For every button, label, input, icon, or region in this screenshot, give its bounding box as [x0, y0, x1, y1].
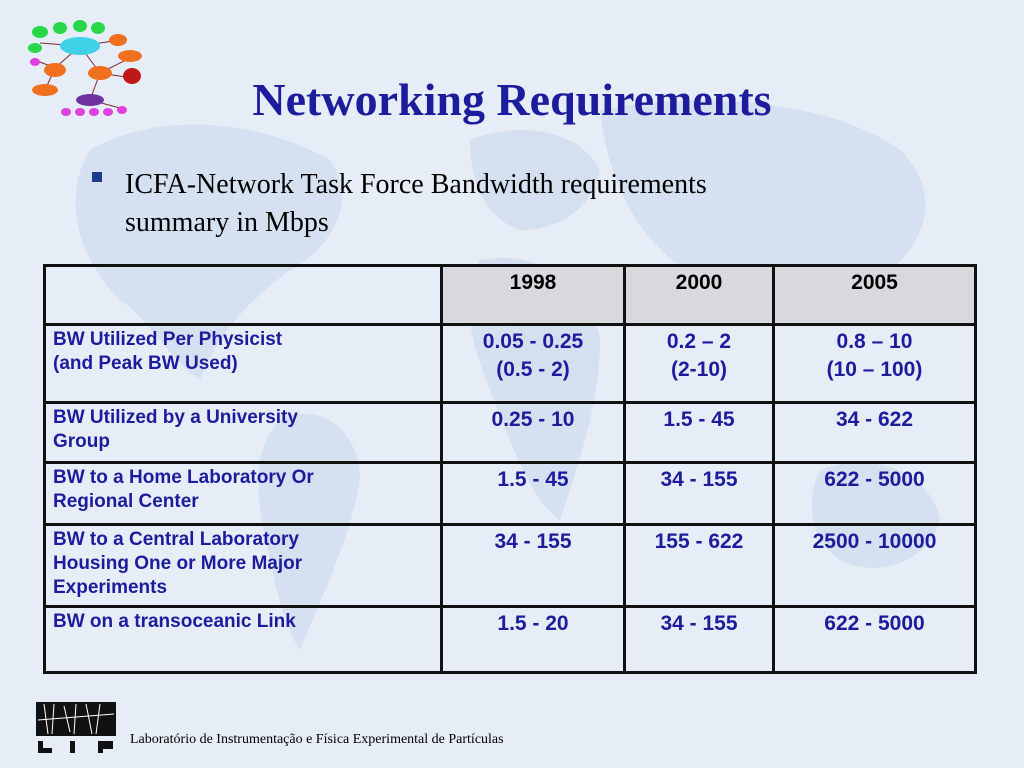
row-label-line: Group — [53, 431, 110, 452]
table-cell: 622 - 5000 — [774, 607, 976, 673]
table-cell: 0.25 - 10 — [442, 403, 625, 463]
row-label — [45, 403, 442, 463]
row-label-line: Experiments — [53, 577, 168, 598]
row-label-line: BW Utilized Per Physicist — [53, 329, 283, 350]
table-cell: 155 - 622 — [625, 525, 774, 607]
table-cell: 1.5 - 45 — [442, 463, 625, 525]
table-cell — [442, 325, 625, 403]
row-label-line: BW Utilized by a University — [53, 407, 298, 428]
cell-line: 0.05 - 0.25 — [482, 330, 584, 353]
square-bullet-icon — [92, 172, 102, 182]
table-header-row — [45, 266, 976, 325]
row-label-line: BW to a Home Laboratory Or — [53, 467, 314, 488]
row-label — [45, 525, 442, 607]
table-cell: 622 - 5000 — [774, 463, 976, 525]
table-cell — [774, 325, 976, 403]
bandwidth-requirements-table — [43, 264, 977, 674]
table-cell: 34 - 155 — [625, 607, 774, 673]
cell-line: (2-10) — [670, 358, 728, 381]
table-row — [45, 463, 976, 525]
table-row — [45, 525, 976, 607]
bullet-text — [125, 166, 865, 242]
table-cell: 34 - 155 — [442, 525, 625, 607]
table-cell: 34 - 155 — [625, 463, 774, 525]
cell-line: 0.8 – 10 — [836, 330, 913, 353]
footer-institution-text: Laboratório de Instrumentação e Física Experimental de Partículas — [130, 732, 504, 747]
cell-line: (0.5 - 2) — [496, 358, 570, 381]
table-cell: 2500 - 10000 — [774, 525, 976, 607]
table-header-corner — [45, 266, 442, 325]
lip-logo — [34, 700, 118, 755]
table-row — [45, 403, 976, 463]
row-label — [45, 607, 442, 673]
table-cell — [625, 325, 774, 403]
table-header-1998: 1998 — [442, 266, 625, 325]
table-cell: 1.5 - 20 — [442, 607, 625, 673]
table-header-2000: 2000 — [625, 266, 774, 325]
row-label-line: Regional Center — [53, 491, 199, 512]
bullet-line-1: ICFA-Network Task Force Bandwidth requirements — [125, 169, 707, 200]
row-label — [45, 463, 442, 525]
table-header-2005: 2005 — [774, 266, 976, 325]
row-label-line: BW on a transoceanic Link — [53, 611, 296, 632]
table-cell: 34 - 622 — [774, 403, 976, 463]
cell-line: 0.2 – 2 — [666, 330, 732, 353]
row-label-line: BW to a Central Laboratory — [53, 529, 299, 550]
slide-title: Networking Requirements — [252, 74, 772, 125]
row-label-line: (and Peak BW Used) — [53, 353, 238, 374]
row-label — [45, 325, 442, 403]
table-cell: 1.5 - 45 — [625, 403, 774, 463]
table-row — [45, 325, 976, 403]
row-label-line: Housing One or More Major — [53, 553, 303, 574]
network-diagram-logo — [20, 18, 150, 118]
cell-line: (10 – 100) — [826, 358, 923, 381]
bullet-line-2: summary in Mbps — [125, 207, 329, 238]
table-row — [45, 607, 976, 673]
